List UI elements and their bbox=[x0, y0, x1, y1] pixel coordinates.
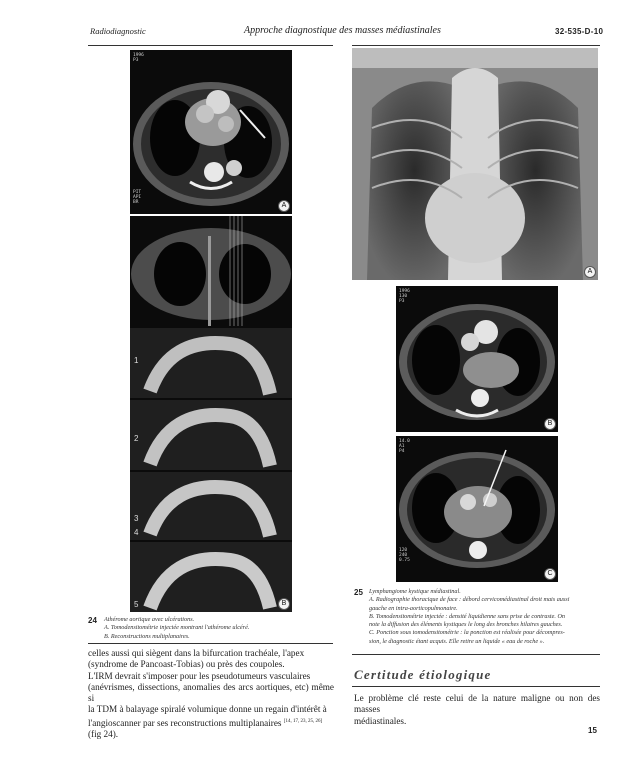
caption-line: gauche en intra-aorticopulmonaire. bbox=[369, 604, 458, 612]
slice-label: 2 bbox=[134, 434, 139, 443]
body-line: la TDM à balayage spiralé volumique donne un regain d'intérêt à bbox=[88, 704, 327, 715]
caption-line: note la diffusion des éléments kystiques le long des bronches hilaires gauches. bbox=[369, 621, 563, 629]
right-body-text bbox=[354, 693, 600, 727]
slice-label: 3 bbox=[134, 514, 139, 523]
panel-label-badge: C bbox=[544, 568, 556, 580]
page-number: 15 bbox=[588, 726, 597, 735]
panel-label-badge: A bbox=[278, 200, 290, 212]
running-header-title: Approche diagnostique des masses médiastinales bbox=[244, 25, 441, 36]
slice-label: 5 bbox=[134, 600, 139, 609]
panel-label-badge: B bbox=[278, 598, 290, 610]
running-header-left: Radiodiagnostic bbox=[90, 26, 146, 36]
article-code: 32-535-D-10 bbox=[555, 27, 604, 36]
body-line: (anévrismes, dissections, anomalies des arcs aortiques, etc) même si bbox=[88, 681, 334, 704]
slice-label: 4 bbox=[134, 528, 139, 537]
figure-24a-ct-image: 1996 P3 PIT API BR A bbox=[130, 50, 292, 214]
caption-line: C. Ponction sous tomodensitométrie : la ponction est réalisée pour décompres- bbox=[369, 629, 565, 637]
section-rule bbox=[352, 686, 600, 687]
panel-label-badge: B bbox=[544, 418, 556, 430]
caption-line: A. Tomodensitométrie injectée montrant l'athérome ulcéré. bbox=[104, 624, 250, 632]
caption-rule-left bbox=[88, 643, 333, 644]
figure-24-caption bbox=[104, 616, 334, 641]
body-line: (syndrome de Pancoast-Tobias) ou près des coupoles. bbox=[88, 659, 285, 670]
caption-line: Lymphangiome kystique médiastinal. bbox=[369, 588, 461, 595]
header-rule-right bbox=[352, 45, 600, 46]
body-line: médiastinales. bbox=[354, 715, 407, 726]
caption-line: B. Reconstructions multiplanaires. bbox=[104, 632, 190, 640]
body-line: L'IRM devrait s'imposer pour les pseudotumeurs vasculaires bbox=[88, 670, 311, 681]
body-line: celles aussi qui siègent dans la bifurcation trachéale, l'apex bbox=[88, 648, 305, 658]
figure-25-number: 25 bbox=[354, 588, 363, 597]
figure-25a-chest-xray bbox=[352, 48, 598, 280]
figure-25-caption bbox=[369, 588, 599, 646]
chest-xray-drawing bbox=[352, 48, 598, 280]
slice-label: 1 bbox=[134, 356, 139, 365]
ct-puncture-drawing bbox=[396, 436, 558, 582]
left-body-text bbox=[88, 648, 334, 740]
body-line-text: l'angioscanner par ses reconstructions multiplanaires bbox=[88, 717, 282, 728]
caption-rule-right bbox=[352, 654, 600, 655]
caption-line: Athérome aortique avec ulcérations. bbox=[104, 616, 195, 623]
figure-25c-ct-puncture-image: 14.0 A1 P4 120 240 0.75 C bbox=[396, 436, 558, 582]
caption-line: A. Radiographie thoracique de face : débord cervicomédiastinal droit mais aussi bbox=[369, 596, 570, 604]
ct-mass-drawing bbox=[396, 286, 558, 432]
ct-reconstruction-drawing bbox=[130, 216, 292, 612]
reference-numbers: [14, 17, 23, 25, 26] bbox=[283, 718, 323, 724]
caption-line: sion, le diagnostic étant acquis. Elle retire un liquide « eau de roche ». bbox=[369, 637, 545, 645]
ct-axial-drawing bbox=[130, 50, 292, 214]
figure-24-number: 24 bbox=[88, 616, 97, 625]
panel-label-badge: A bbox=[584, 266, 596, 278]
section-heading: Certitude étiologique bbox=[354, 667, 492, 682]
caption-line: B. Tomodensitométrie injectée : densité liquidienne sans prise de contraste. On bbox=[369, 612, 566, 620]
figure-24b-reconstruction-images bbox=[130, 216, 292, 612]
header-rule-left bbox=[88, 45, 333, 46]
body-line: (fig 24). bbox=[88, 729, 119, 740]
body-line: Le problème clé reste celui de la nature maligne ou non des masses bbox=[354, 693, 600, 715]
figure-25b-ct-image: 1996 130 P3 B bbox=[396, 286, 558, 432]
body-line bbox=[88, 716, 334, 729]
